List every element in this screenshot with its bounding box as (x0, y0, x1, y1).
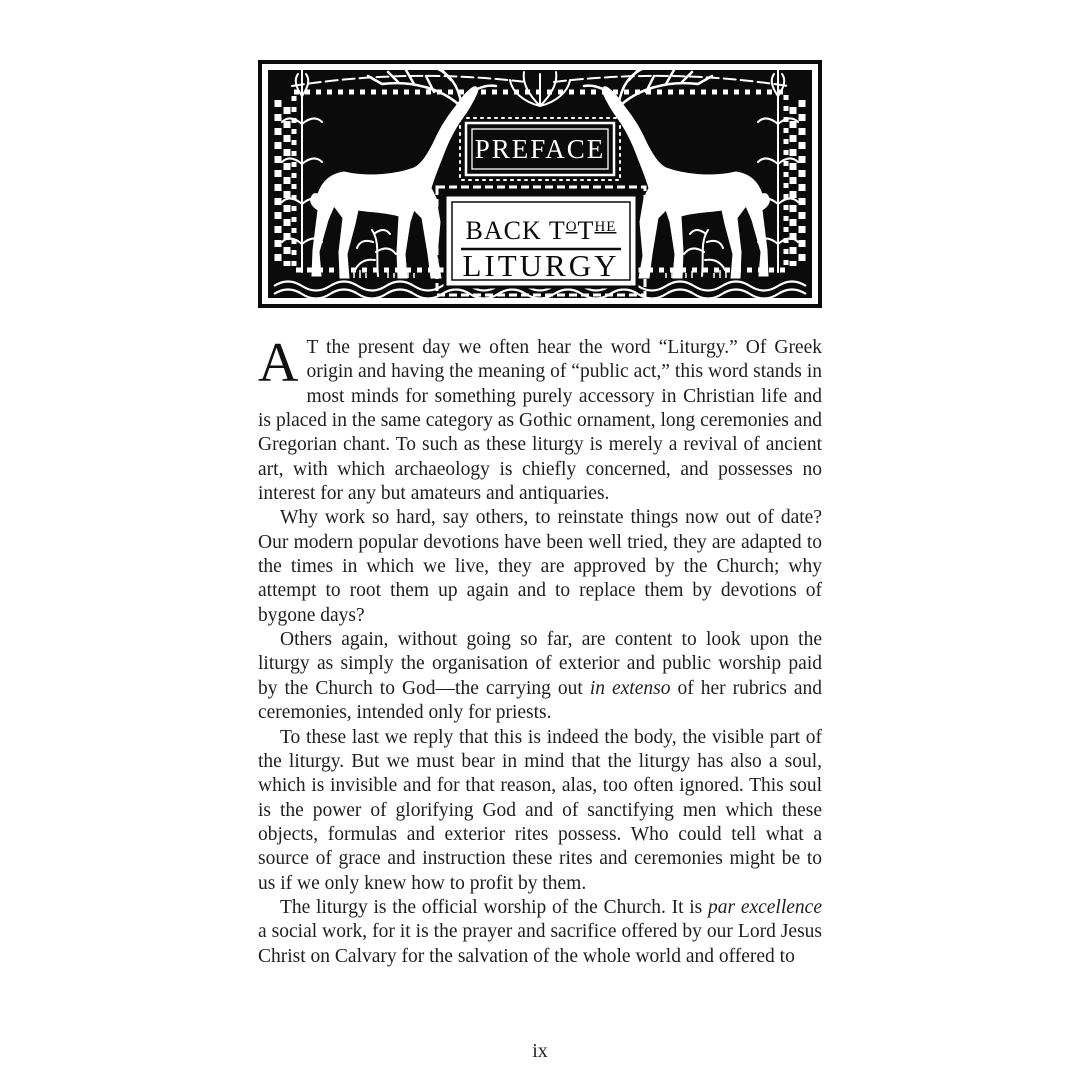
plate-title: PREFACE (474, 134, 606, 164)
text-run: of her rubrics and ceremonies, intended only for priests. (258, 677, 823, 724)
paragraph (258, 726, 822, 896)
text-column (258, 332, 823, 969)
text-run: The liturgy is the official worship of the Church. It is (280, 896, 708, 918)
preface-cartouche (460, 118, 620, 180)
text-run: a social work, for it is the prayer and sacrifice offered by our Lord Jesus Christ on Calvary for the salvation of the whole world and offered to (258, 921, 822, 967)
dropcap-letter: A (258, 332, 299, 394)
text-run: Others again, without going so far, are content to look upon the liturgy as simply the organisation of exterior and public worship paid by the Church to God—the carrying out (258, 629, 822, 699)
preface-headpiece (258, 60, 822, 308)
plate-subtitle-line2: LITURGY (462, 248, 620, 283)
text-run: T the present day we often hear the word “Liturgy.” Of Greek origin and having the meaning of “public act,” this word stands in most minds for something purely accessory in Christian life and is placed in the same category as Gothic ornament, long ceremonies and Gregorian chant. To such as these liturgy is merely a revival of ancient art, with which archaeology is chiefly concerned, and possesses no interest for any but amateurs and antiquaries. (258, 337, 822, 505)
woodcut-plate-graphic (258, 60, 822, 308)
paragraph (258, 896, 822, 969)
title-cartouche (437, 187, 645, 295)
paragraph (258, 506, 822, 628)
text-run: To these last we reply that this is indeed the body, the visible part of the liturgy. But we must bear in mind that the liturgy has also a soul, which is invisible and for that reason, alas, too often ignored. This soul is the power of glorifying God and of sanctifying men which these objects, formulas and exterior rites possess. Who could tell what a source of grace and instruction these rites and ceremonies might be to us if we only knew how to profit by them. (258, 726, 822, 894)
paragraph (258, 628, 822, 725)
italic-phrase: par excellence (707, 896, 822, 918)
page-number: ix (532, 1040, 548, 1062)
text-run: Why work so hard, say others, to reinstate things now out of date? Our modern popular devotions have been well tried, they are adapted to the times in which we live, they are approved by the Church; why attempt to root them up again and to replace them by devotions of bygone days? (258, 507, 822, 626)
italic-phrase: in extenso (589, 677, 671, 699)
plate-subtitle-line1: BACK $T^OT^{HE}$ (465, 216, 617, 245)
paragraph (258, 332, 822, 506)
